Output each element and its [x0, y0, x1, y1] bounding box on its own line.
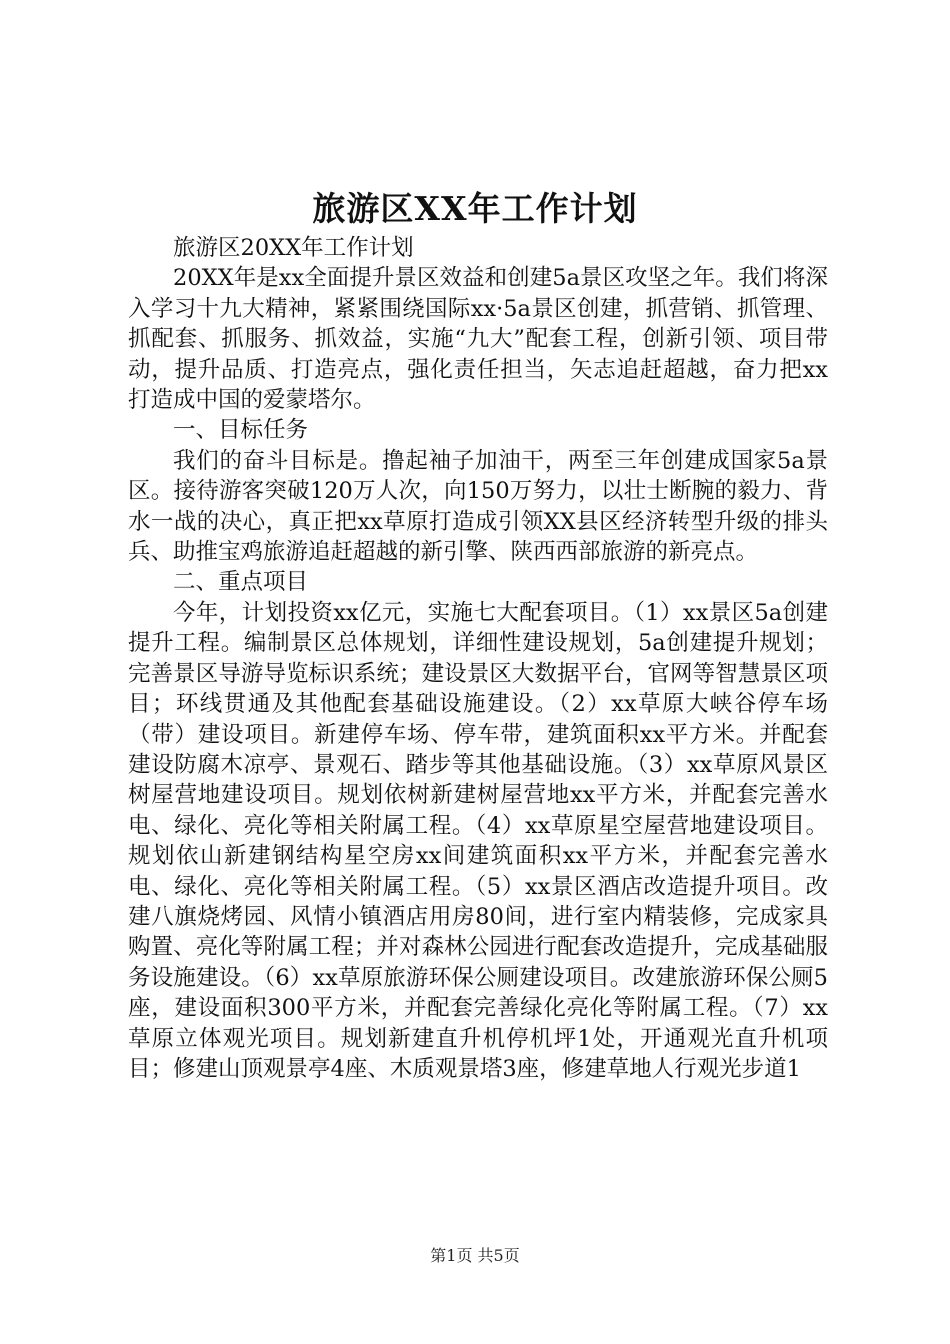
- document-body: [128, 233, 828, 1084]
- goals-paragraph: 我们的奋斗目标是。撸起袖子加油干，两至三年创建成国家5a景区。接待游客突破120万人次，向150万努力，以壮士断腕的毅力、背水一战的决心，真正把xx草原打造成引领XX县区经济转型升级的排头兵、助推宝鸡旅游追赶超越的新引擎、陕西西部旅游的新亮点。: [128, 447, 828, 566]
- document-title: 旅游区XX年工作计划: [312, 189, 638, 228]
- projects-paragraph: 今年，计划投资xx亿元，实施七大配套项目。（1）xx景区5a创建提升工程。编制景区总体规划，详细性建设规划，5a创建提升规划；完善景区导游导览标识系统；建设景区大数据平台，官网等智慧景区项目；环线贯通及其他配套基础设施建设。（2）xx草原大峡谷停车场（带）建设项目。新建停车场、停车带，建筑面积xx平方米。并配套建设防腐木凉亭、景观石、踏步等其他基础设施。（3）xx草原风景区树屋营地建设项目。规划依树新建树屋营地xx平方米，并配套完善水电、绿化、亮化等相关附属工程。（4）xx草原星空屋营地建设项目。规划依山新建钢结构星空房xx间建筑面积xx平方米，并配套完善水电、绿化、亮化等相关附属工程。（5）xx景区酒店改造提升项目。改建八旗烧烤园、风情小镇酒店用房80间，进行室内精装修，完成家具购置、亮化等附属工程；并对森林公园进行配套改造提升，完成基础服务设施建设。（6）xx草原旅游环保公厕建设项目。改建旅游环保公厕5座，建设面积300平方米，并配套完善绿化亮化等附属工程。（7）xx草原立体观光项目。规划新建直升机停机坪1处，开通观光直升机项目；修建山顶观景亭4座、木质观景塔3座，修建草地人行观光步道1: [128, 599, 828, 1082]
- subtitle-paragraph: 旅游区20XX年工作计划: [173, 235, 414, 261]
- intro-paragraph: 20XX年是xx全面提升景区效益和创建5a景区攻坚之年。我们将深入学习十九大精神，紧紧围绕国际xx·5a景区创建，抓营销、抓管理、抓配套、抓服务、抓效益，实施“九大”配套工程，创新引领、项目带动，提升品质、打造亮点，强化责任担当，矢志追赶超越，奋力把xx打造成中国的爱蒙塔尔。: [128, 265, 828, 414]
- section-heading-goals: 一、目标任务: [173, 417, 309, 444]
- page-footer: 第1页 共5页: [430, 1246, 520, 1265]
- section-heading-projects: 二、重点项目: [173, 569, 309, 596]
